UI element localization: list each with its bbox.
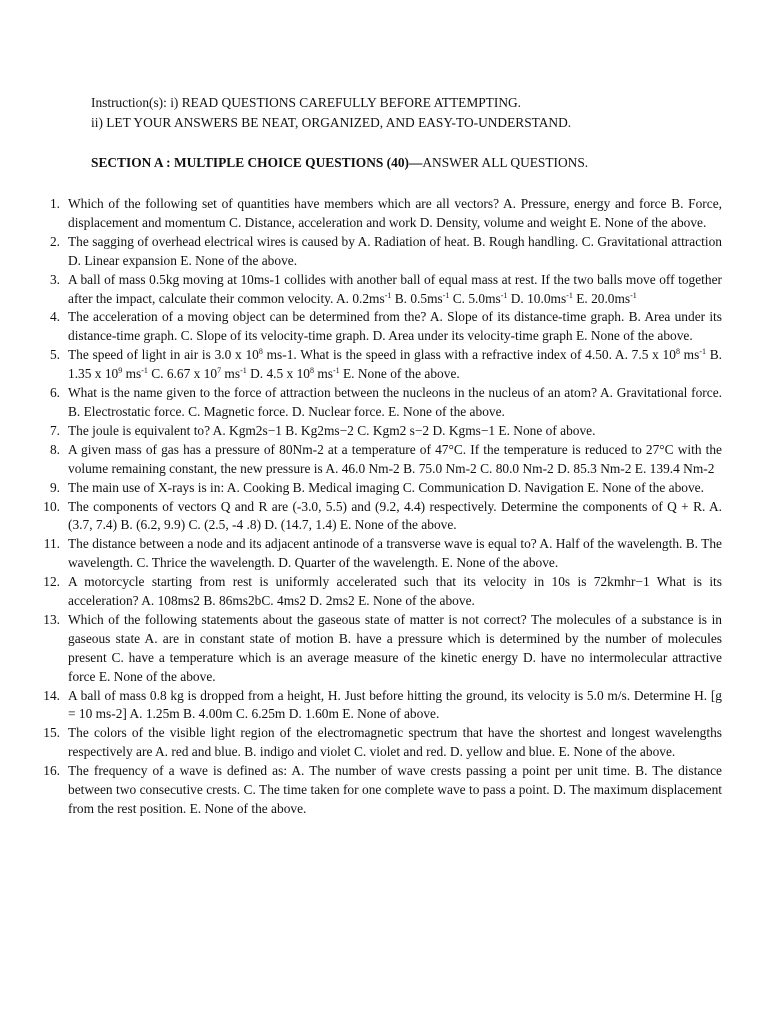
question-number: 9. bbox=[49, 479, 60, 495]
superscript: 8 bbox=[258, 347, 263, 357]
question-item bbox=[30, 346, 722, 384]
superscript: -1 bbox=[630, 290, 637, 300]
question-text: The frequency of a wave is defined as: A. The number of wave crests passing a point per unit time. B. The distance between two consecutive crests. C. The time taken for one complete wave to pass a point. D. The maximum displacement from the rest position. E. None of the above. bbox=[68, 763, 722, 816]
question-item bbox=[30, 573, 722, 611]
question-text: What is the name given to the force of attraction between the nucleons in the nucleus of an atom? A. Gravitational force. B. Electrostatic force. C. Magnetic force. D. Nuclear force. E. None of the above. bbox=[68, 385, 722, 419]
instruction-line-1: Instruction(s): i) READ QUESTIONS CAREFULLY BEFORE ATTEMPTING. bbox=[91, 95, 522, 110]
question-text: Which of the following set of quantities have members which are all vectors? A. Pressure, energy and force B. Force, displacement and momentum C. Distance, acceleration and work D. Density, volume and weight E. None of the above. bbox=[68, 196, 722, 230]
question-text: Which of the following statements about the gaseous state of matter is not correct? The molecules of a substance is in gaseous state A. are in constant state of motion B. have a pressure which is determined by the number of molecules present C. have a temperature which is an average measure of the kinetic energy D. have no intermolecular attractive force E. None of the above. bbox=[68, 611, 722, 684]
question-number: 8. bbox=[49, 441, 60, 457]
question-number: 11. bbox=[43, 536, 60, 552]
question-text: The speed of light in air is 3.0 x $10^8$ ms-1. What is the speed in glass with a refractive index of 4.50. A. 7.5 x $10^8$ $ms^{-1}$ B. 1.35 x $10^9$ $ms^{-1}$ C. 6.67 x $10^7$ $ms^{-1}$ D. 4.5 x $10^8$ $ms^{-1}$ E. None of the above. bbox=[68, 347, 722, 382]
question-number: 13. bbox=[43, 611, 60, 627]
question-item bbox=[30, 479, 722, 498]
question-text: A ball of mass 0.8 kg is dropped from a height, H. Just before hitting the ground, its velocity is 5.0 m/s. Determine H. [g = 10 ms-2] A. 1.25m B. 4.00m C. 6.25m D. 1.60m E. None of above. bbox=[68, 687, 722, 722]
superscript: -1 bbox=[332, 366, 340, 376]
question-text: The distance between a node and its adjacent antinode of a transverse wave is equal to? A. Half of the wavelength. B. The wavelength. C. Thrice the wavelength. D. Quarter of the wavelength. E. None of the above. bbox=[68, 536, 722, 571]
question-item bbox=[30, 384, 722, 422]
question-number: 12. bbox=[43, 574, 60, 590]
question-number: 7. bbox=[49, 422, 60, 438]
question-text: A given mass of gas has a pressure of 80Nm-2 at a temperature of 47°C. If the temperature is reduced to 27°C with the volume remaining constant, the new pressure is A. 46.0 Nm-2 B. 75.0 Nm-2 C. 80.0 Nm-2 D. 85.3 Nm-2 E. 139.4 Nm-2 bbox=[68, 441, 722, 476]
superscript: -1 bbox=[442, 290, 450, 300]
question-item bbox=[30, 687, 722, 725]
question-number: 15. bbox=[43, 725, 60, 741]
instruction-line-2: ii) LET YOUR ANSWERS BE NEAT, ORGANIZED, AND EASY-TO-UNDERSTAND. bbox=[91, 114, 572, 130]
question-number: 5. bbox=[49, 347, 60, 363]
superscript: 8 bbox=[309, 366, 314, 376]
question-text: A ball of mass 0.5kg moving at 10ms-1 collides with another ball of equal mass at rest. If the two balls move off together after the impact, calculate their common velocity. A. $0.2ms^{-1}$ B. $0.5ms^{-1}$ C. $5.0ms^{-1}$ D. $10.0ms^{-1}$ E. $20.0ms^{-1}$ bbox=[68, 271, 722, 306]
section-title-bold: SECTION A : MULTIPLE CHOICE QUESTIONS (40)— bbox=[91, 155, 423, 170]
question-text: The acceleration of a moving object can be determined from the? A. Slope of its distance-time graph. B. Area under its distance-time graph. C. Slope of its velocity-time graph. D. Area under its velocity-time graph E. None of the above. bbox=[68, 309, 722, 344]
superscript: -1 bbox=[384, 290, 392, 300]
question-text: The main use of X-rays is in: A. Cooking B. Medical imaging C. Communication D. Navigation E. None of the above. bbox=[68, 479, 704, 495]
question-item bbox=[30, 535, 722, 573]
superscript: -1 bbox=[141, 366, 148, 376]
superscript: 7 bbox=[217, 366, 222, 376]
question-text: The colors of the visible light region of the electromagnetic spectrum that have the shortest and longest wavelengths respectively are A. red and blue. B. indigo and violet C. violet and red. D. yellow and blue. E. None of the above. bbox=[68, 725, 722, 760]
question-number: 6. bbox=[49, 385, 60, 401]
question-item bbox=[30, 611, 722, 687]
question-list bbox=[30, 195, 722, 819]
question-number: 3. bbox=[49, 271, 60, 287]
question-text: The sagging of overhead electrical wires is caused by A. Radiation of heat. B. Rough handling. C. Gravitational attraction D. Linear expansion E. None of the above. bbox=[68, 233, 722, 268]
question-item bbox=[30, 762, 722, 819]
superscript: -1 bbox=[240, 366, 247, 376]
superscript: -1 bbox=[566, 290, 573, 300]
question-item bbox=[30, 422, 722, 441]
question-number: 16. bbox=[43, 763, 60, 779]
superscript: -1 bbox=[699, 347, 706, 357]
instructions bbox=[91, 93, 731, 132]
superscript: -1 bbox=[500, 290, 508, 300]
section-title-rest: ANSWER ALL QUESTIONS. bbox=[422, 155, 589, 170]
superscript: 8 bbox=[675, 347, 680, 357]
section-heading bbox=[91, 153, 731, 173]
question-item bbox=[30, 271, 722, 309]
superscript: 9 bbox=[118, 366, 123, 376]
question-number: 10. bbox=[43, 498, 60, 514]
question-item bbox=[30, 233, 722, 271]
question-text: A motorcycle starting from rest is uniformly accelerated such that its velocity in 10s is 72kmhr−1 What is its acceleration? A. 108ms2 B. 86ms2bC. 4ms2 D. 2ms2 E. None of the above. bbox=[68, 574, 722, 609]
question-number: 1. bbox=[49, 196, 60, 211]
question-item bbox=[30, 724, 722, 762]
question-text: The components of vectors Q and R are (-3.0, 5.5) and (9.2, 4.4) respectively. Determine the components of Q + R. A. (3.7, 7.4) B. (6.2, 9.9) C. (2.5, -4 .8) D. (14.7, 1.4) E. None of the above. bbox=[68, 498, 722, 533]
question-item bbox=[30, 195, 722, 233]
question-item bbox=[30, 498, 722, 536]
question-number: 2. bbox=[49, 233, 60, 249]
question-text: The joule is equivalent to? A. Kgm2s−1 B. Kg2ms−2 C. Kgm2 s−2 D. Kgms−1 E. None of above. bbox=[68, 422, 596, 438]
question-number: 4. bbox=[49, 309, 60, 325]
question-item bbox=[30, 308, 722, 346]
question-number: 14. bbox=[43, 687, 60, 703]
question-item bbox=[30, 441, 722, 479]
